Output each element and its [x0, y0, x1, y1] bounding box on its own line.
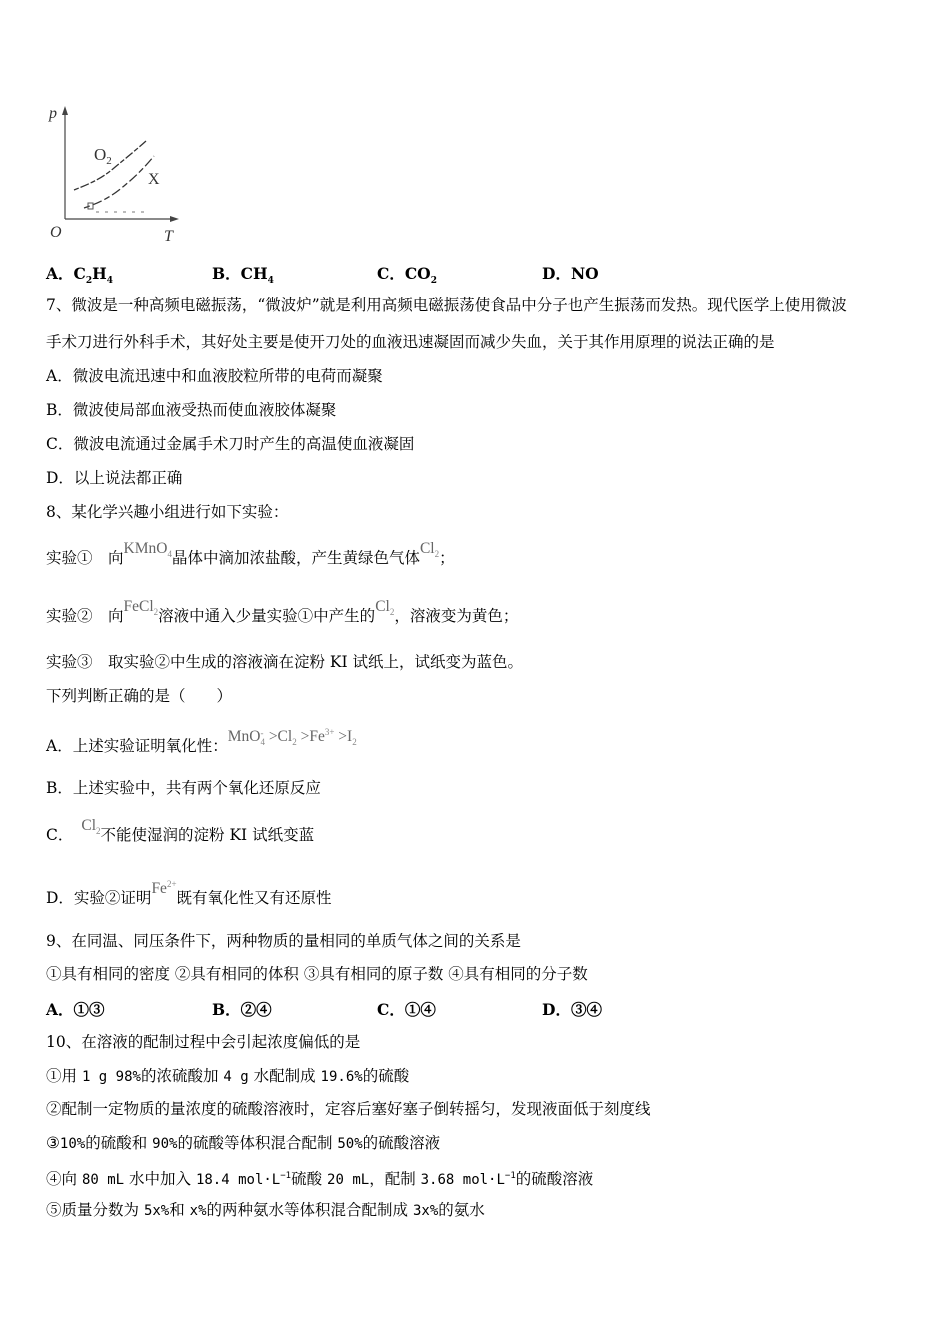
q7-option-c[interactable]: C．微波电流通过金属手术刀时产生的高温使血液凝固 [46, 435, 415, 453]
kmno4-formula: KMnO$_4$ [123, 540, 172, 560]
q10-item-2: ②配制一定物质的量浓度的硫酸溶液时，定容后塞好塞子倒转摇匀，发现液面低于刻度线 [46, 1100, 651, 1118]
q8-experiment-1: 实验① 向KMnO$_4$晶体中滴加浓盐酸，产生黄绿色气体$Cl_2$； [46, 540, 455, 567]
q9-option-a[interactable]: A．①③ [46, 1000, 105, 1019]
y-axis-label: p [49, 105, 57, 122]
fecl2-formula: FeCl$_2$ [123, 598, 159, 618]
q10-item-3: ③10%的硫酸和 90%的硫酸等体积混合配制 50%的硫酸溶液 [46, 1134, 441, 1152]
origin-label: O [50, 224, 62, 241]
q6-option-d[interactable]: D．NO [542, 264, 599, 283]
q8-question: 下列判断正确的是（ ） [46, 687, 233, 705]
x-label: X [148, 171, 160, 188]
cl2-formula-3: $Cl_2$ [81, 817, 101, 837]
q9-items: ①具有相同的密度 ②具有相同的体积 ③具有相同的原子数 ④具有相同的分子数 [46, 965, 588, 983]
y-axis-arrow [62, 106, 68, 115]
q9-options [46, 998, 866, 1020]
q7-option-b[interactable]: B．微波使局部血液受热而使血液胶体凝聚 [46, 401, 337, 419]
cl2-formula: $Cl_2$ [419, 540, 440, 560]
q7-option-d[interactable]: D．以上说法都正确 [46, 469, 183, 487]
oxidizing-order-formula: MnO - 4 $>Cl_2 >Fe^{3+} >I_2$ [227, 727, 357, 748]
q9-option-c[interactable]: C．①④ [377, 1000, 436, 1019]
q8-experiment-2: 实验② 向FeCl$_2$溶液中通入少量实验①中产生的$Cl_2$，溶液变为黄色； [46, 598, 519, 625]
q7-stem-line1: 7、微波是一种高频电磁振荡，“微波炉”就是利用高频电磁振荡使食品中分子也产生振荡而发热。现代医学上使用微波 [46, 296, 847, 314]
q10-item-4: ④向 80 mL 水中加入 18.4 $mol\cdot L^{-1}$硫酸 20 mL，配制 3.68 $mol\cdot L^{-1}$的硫酸溶液 [46, 1170, 594, 1189]
q7-stem-line2: 手术刀进行外科手术，其好处主要是使开刀处的血液迅速凝固而减少失血，关于其作用原理的说法正确的是 [46, 333, 775, 351]
q7-option-a[interactable]: A．微波电流迅速中和血液胶粒所带的电荷而凝聚 [46, 367, 383, 385]
q8-option-b[interactable]: B．上述实验中，共有两个氧化还原反应 [46, 779, 321, 797]
q10-stem: 10、在溶液的配制过程中会引起浓度偏低的是 [46, 1033, 361, 1051]
q6-option-a[interactable]: A．$C_2H_4$ [46, 264, 114, 287]
cl2-formula-2: $Cl_2$ [375, 598, 395, 618]
q8-option-c[interactable]: C．$Cl_2$不能使湿润的淀粉 KI 试纸变蓝 [46, 817, 315, 844]
q6-option-b[interactable]: B．$CH_4$ [212, 264, 274, 287]
q10-item-1: ①用 1 g 98%的浓硫酸加 4 g 水配制成 19.6%的硫酸 [46, 1067, 410, 1085]
q8-option-a[interactable]: A．上述实验证明氧化性：MnO - 4 $>Cl_2 >Fe^{3+} >I_2$ [46, 727, 357, 756]
pressure-temperature-figure [44, 98, 194, 248]
q6-option-c[interactable]: C．$CO_2$ [377, 264, 437, 287]
q6-options [46, 262, 866, 287]
x-axis-arrow [170, 216, 179, 222]
fe2plus-formula: $Fe^{2+}$ [151, 879, 177, 898]
q9-stem: 9、在同温、同压条件下，两种物质的量相同的单质气体之间的关系是 [46, 932, 521, 950]
q9-option-b[interactable]: B．②④ [212, 1000, 272, 1019]
q9-option-d[interactable]: D．③④ [542, 1000, 602, 1019]
q10-item-5: ⑤质量分数为 5x%和 x%的两种氨水等体积混合配制成 3x%的氨水 [46, 1201, 485, 1219]
x-axis-label: T [164, 228, 173, 245]
q8-experiment-3: 实验③ 取实验②中生成的溶液滴在淀粉 KI 试纸上，试纸变为蓝色。 [46, 653, 524, 671]
o2-label: $O_2$ [94, 145, 112, 167]
q8-option-d[interactable]: D．实验②证明$Fe^{2+}$既有氧化性又有还原性 [46, 879, 332, 908]
q8-stem: 8、某化学兴趣小组进行如下实验： [46, 503, 289, 521]
